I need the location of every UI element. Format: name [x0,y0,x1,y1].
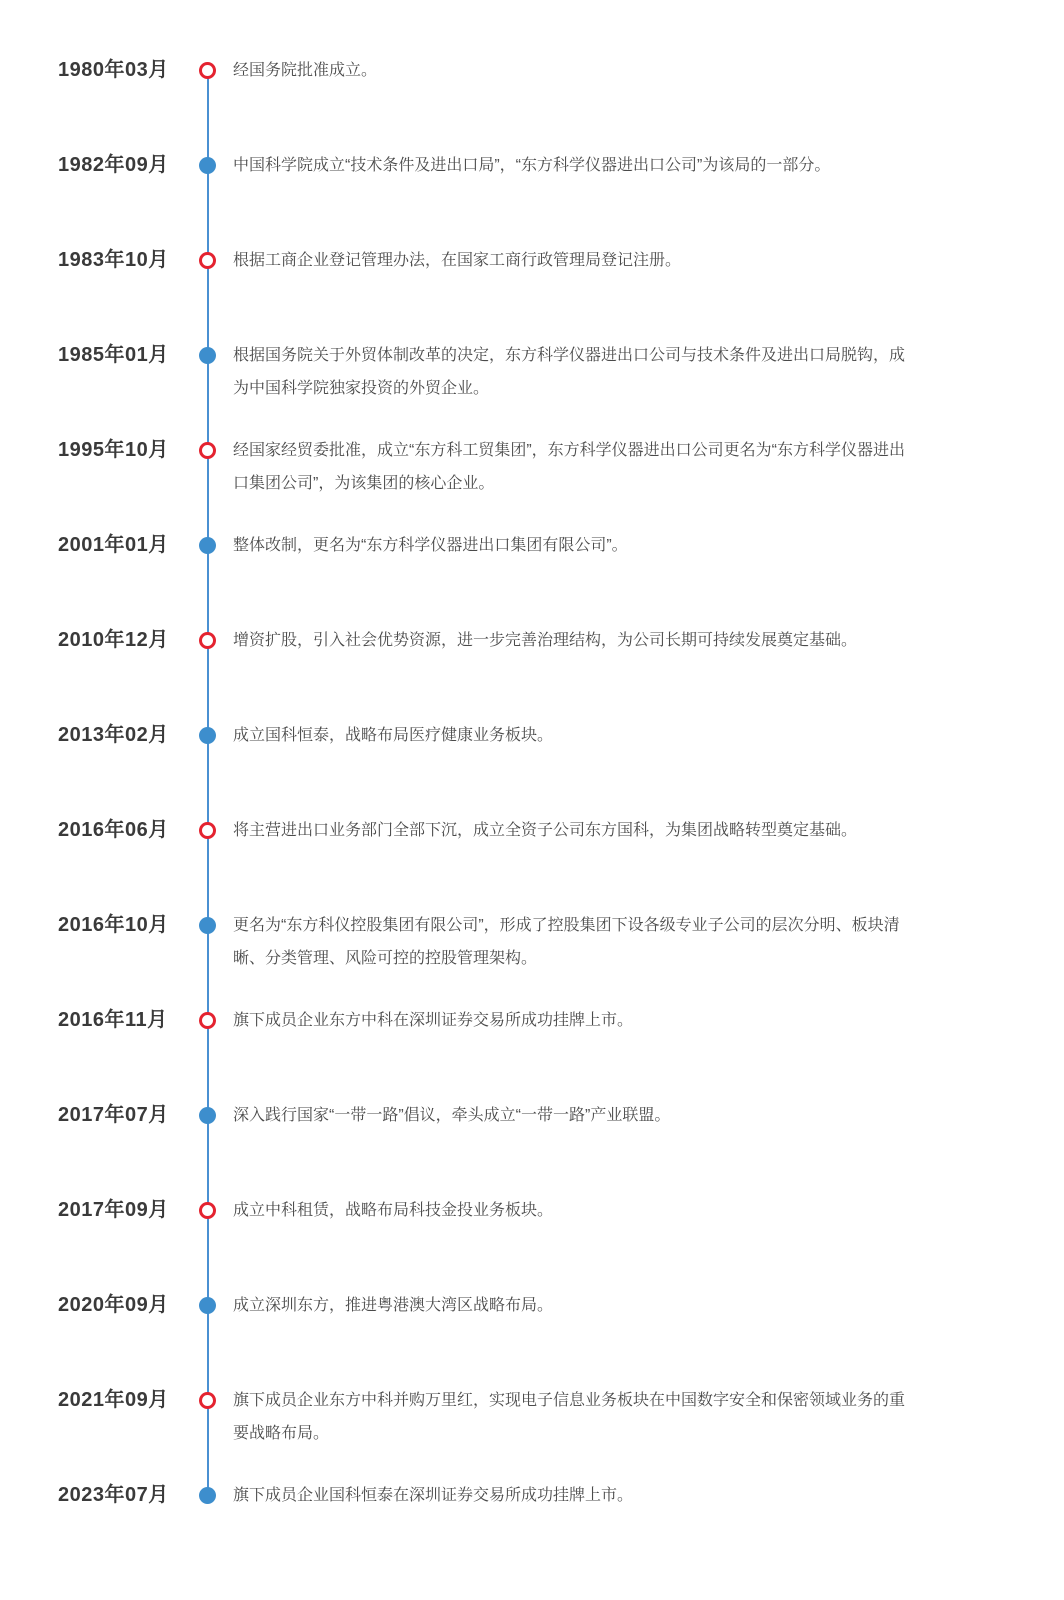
timeline-entry [0,1388,1064,1483]
timeline-entry [0,1008,1064,1103]
timeline-entry [0,343,1064,438]
timeline-entry [0,1483,1064,1578]
timeline-description: 中国科学院成立“技术条件及进出口局”，“东方科学仪器进出口公司”为该局的一部分。 [233,157,831,174]
timeline-entry [0,1293,1064,1388]
timeline-date: 1983年10月 [58,249,169,271]
timeline-entry [0,438,1064,533]
timeline-marker-hollow-icon [199,62,216,79]
timeline-date: 2016年10月 [58,914,169,936]
timeline-description: 根据工商企业登记管理办法，在国家工商行政管理局登记注册。 [233,252,682,269]
timeline-axis-line [207,70,209,1495]
timeline-marker-filled-icon [199,1107,216,1124]
timeline-marker-hollow-icon [199,822,216,839]
timeline-date: 2020年09月 [58,1294,169,1316]
timeline-entry [0,1198,1064,1293]
timeline-description: 旗下成员企业国科恒泰在深圳证券交易所成功挂牌上市。 [233,1487,634,1504]
timeline-entry [0,58,1064,153]
timeline-marker-filled-icon [199,347,216,364]
timeline-marker-hollow-icon [199,1202,216,1219]
timeline-date: 2001年01月 [58,534,169,556]
timeline-description: 更名为“东方科仪控股集团有限公司”，形成了控股集团下设各级专业子公司的层次分明、板块清晰、分类管理、风险可控的控股管理架构。 [233,917,900,967]
timeline-entry [0,913,1064,1008]
timeline-entry [0,153,1064,248]
timeline-entry [0,533,1064,628]
timeline-date: 2021年09月 [58,1389,169,1411]
timeline-date: 2013年02月 [58,724,169,746]
timeline-entry [0,628,1064,723]
timeline-date: 2023年07月 [58,1484,169,1506]
timeline-description: 将主营进出口业务部门全部下沉，成立全资子公司东方国科，为集团战略转型奠定基础。 [233,822,858,839]
timeline-entry [0,818,1064,913]
timeline-date: 2017年09月 [58,1199,169,1221]
timeline-marker-filled-icon [199,1487,216,1504]
timeline-marker-hollow-icon [199,1012,216,1029]
timeline-description: 经国家经贸委批准，成立“东方科工贸集团”，东方科学仪器进出口公司更名为“东方科学仪器进出口集团公司”，为该集团的核心企业。 [233,442,905,492]
timeline-marker-hollow-icon [199,1392,216,1409]
timeline-date: 2010年12月 [58,629,169,651]
timeline-date: 2016年06月 [58,819,169,841]
timeline-description: 旗下成员企业东方中科在深圳证券交易所成功挂牌上市。 [233,1012,634,1029]
timeline-marker-filled-icon [199,537,216,554]
timeline-description: 增资扩股，引入社会优势资源，进一步完善治理结构，为公司长期可持续发展奠定基础。 [233,632,858,649]
timeline-date: 1982年09月 [58,154,169,176]
timeline-marker-hollow-icon [199,252,216,269]
timeline-marker-filled-icon [199,1297,216,1314]
timeline-date: 2016年11月 [58,1009,168,1031]
timeline-description: 深入践行国家“一带一路”倡议，牵头成立“一带一路”产业联盟。 [233,1107,671,1124]
timeline-description: 经国务院批准成立。 [233,62,378,79]
timeline-date: 1985年01月 [58,344,169,366]
timeline-description: 成立国科恒泰，战略布局医疗健康业务板块。 [233,727,554,744]
timeline-marker-filled-icon [199,917,216,934]
timeline-date: 1995年10月 [58,439,169,461]
timeline-description: 成立中科租赁，战略布局科技金投业务板块。 [233,1202,554,1219]
timeline-description: 旗下成员企业东方中科并购万里红，实现电子信息业务板块在中国数字安全和保密领域业务的重要战略布局。 [233,1392,906,1442]
timeline-date: 1980年03月 [58,59,169,81]
timeline-marker-filled-icon [199,157,216,174]
timeline-marker-hollow-icon [199,442,216,459]
timeline-description: 成立深圳东方，推进粤港澳大湾区战略布局。 [233,1297,554,1314]
timeline-description: 整体改制，更名为“东方科学仪器进出口集团有限公司”。 [233,537,628,554]
timeline-entries [0,58,1064,1578]
timeline-date: 2017年07月 [58,1104,169,1126]
timeline-marker-filled-icon [199,727,216,744]
timeline-marker-hollow-icon [199,632,216,649]
timeline-entry [0,723,1064,818]
timeline-entry [0,248,1064,343]
timeline-description: 根据国务院关于外贸体制改革的决定，东方科学仪器进出口公司与技术条件及进出口局脱钩，成为中国科学院独家投资的外贸企业。 [233,347,906,397]
timeline-entry [0,1103,1064,1198]
